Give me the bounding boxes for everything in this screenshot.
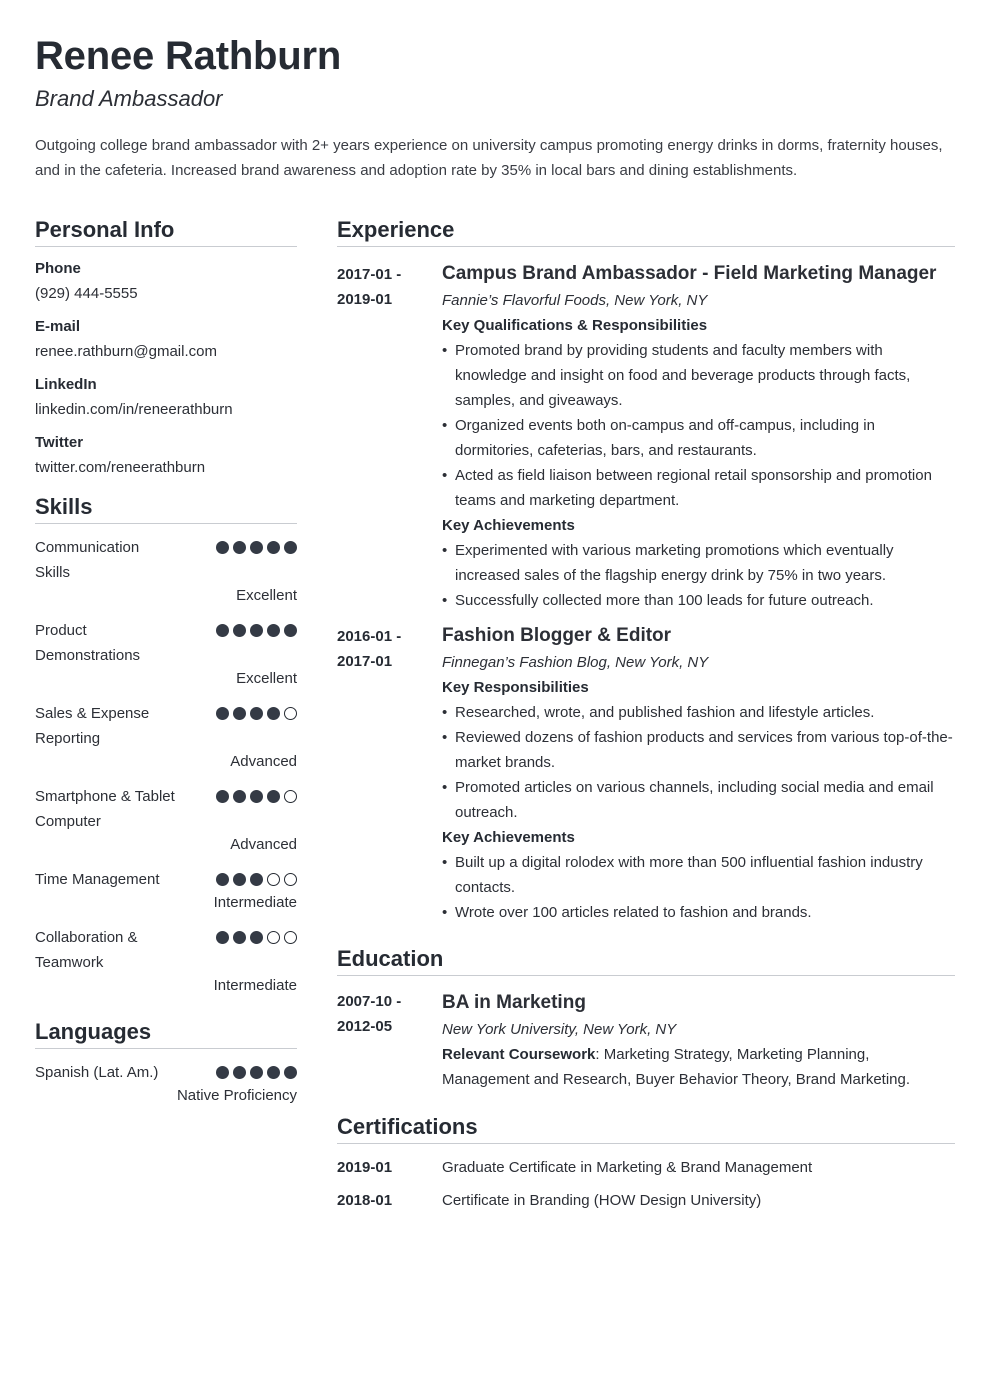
filled-dot-icon bbox=[267, 790, 280, 803]
empty-dot-icon bbox=[284, 707, 297, 720]
rating-dots bbox=[216, 624, 297, 637]
skill-item bbox=[35, 535, 297, 607]
skill-level: Intermediate bbox=[213, 894, 297, 911]
job-date-end: 2019-01 bbox=[337, 291, 393, 308]
skill-name: Collaboration & Teamwork bbox=[35, 929, 138, 971]
filled-dot-icon bbox=[250, 873, 263, 886]
job-dates bbox=[337, 622, 442, 925]
coursework-label: Relevant Coursework bbox=[442, 1046, 596, 1063]
education-dates bbox=[337, 989, 442, 1092]
skill-name: Communication Skills bbox=[35, 539, 140, 581]
certifications-heading: Certifications bbox=[337, 1114, 955, 1144]
achievements-heading: Key Achievements bbox=[442, 829, 575, 846]
filled-dot-icon bbox=[216, 707, 229, 720]
skill-level: Excellent bbox=[236, 670, 297, 687]
filled-dot-icon bbox=[216, 1066, 229, 1079]
languages-list bbox=[35, 1060, 297, 1107]
personal-info-list bbox=[35, 247, 297, 488]
job-organization: Fannie’s Flavorful Foods, New York, NY bbox=[442, 292, 708, 309]
filled-dot-icon bbox=[216, 790, 229, 803]
certification-name: Graduate Certificate in Marketing & Brand Management bbox=[442, 1159, 813, 1176]
left-column bbox=[35, 217, 297, 1107]
responsibilities-heading: Key Qualifications & Responsibilities bbox=[442, 317, 708, 334]
filled-dot-icon bbox=[216, 873, 229, 886]
skill-item bbox=[35, 784, 297, 856]
filled-dot-icon bbox=[233, 1066, 246, 1079]
experience-section bbox=[337, 217, 955, 925]
education-entry bbox=[337, 989, 955, 1092]
degree-title: BA in Marketing bbox=[442, 992, 586, 1013]
responsibility-item: • Promoted brand by providing students and faculty members with knowledge and insight on food and beverage products through facts, samples, and giveaways. bbox=[442, 338, 955, 413]
achievement-item: • Built up a digital rolodex with more than 500 influential fashion industry contacts. bbox=[442, 850, 955, 900]
filled-dot-icon bbox=[284, 541, 297, 554]
filled-dot-icon bbox=[267, 707, 280, 720]
twitter-label: Twitter bbox=[35, 434, 84, 451]
filled-dot-icon bbox=[284, 1066, 297, 1079]
skill-level: Advanced bbox=[230, 836, 297, 853]
responsibilities-list bbox=[442, 338, 955, 513]
rating-dots bbox=[216, 790, 297, 803]
skill-item bbox=[35, 925, 297, 997]
filled-dot-icon bbox=[216, 541, 229, 554]
rating-dots bbox=[216, 1066, 297, 1079]
education-section bbox=[337, 946, 955, 1092]
skill-item bbox=[35, 867, 297, 914]
job-role: Fashion Blogger & Editor bbox=[442, 625, 672, 646]
linkedin-value: linkedin.com/in/reneerathburn bbox=[35, 401, 233, 418]
email-label: E-mail bbox=[35, 318, 81, 335]
achievement-item: • Successfully collected more than 100 leads for future outreach. bbox=[442, 588, 955, 613]
filled-dot-icon bbox=[250, 790, 263, 803]
skill-level: Intermediate bbox=[213, 977, 297, 994]
filled-dot-icon bbox=[250, 1066, 263, 1079]
linkedin-label: LinkedIn bbox=[35, 376, 97, 393]
phone-label: Phone bbox=[35, 260, 81, 277]
skill-item bbox=[35, 618, 297, 690]
personal-info-section bbox=[35, 217, 297, 488]
experience-heading: Experience bbox=[337, 217, 955, 247]
certification-name: Certificate in Branding (HOW Design University) bbox=[442, 1192, 762, 1209]
job-date-start: 2016-01 - bbox=[337, 628, 402, 645]
skill-level: Advanced bbox=[230, 753, 297, 770]
achievement-item: • Experimented with various marketing promotions which eventually increased sales of the flagship energy drink by 75% in two years. bbox=[442, 538, 955, 588]
filled-dot-icon bbox=[267, 1066, 280, 1079]
skills-section bbox=[35, 494, 297, 997]
job-date-start: 2017-01 - bbox=[337, 266, 402, 283]
education-date-end: 2012-05 bbox=[337, 1018, 393, 1035]
languages-heading: Languages bbox=[35, 1019, 297, 1049]
education-body bbox=[442, 989, 955, 1092]
job-dates bbox=[337, 260, 442, 613]
empty-dot-icon bbox=[267, 931, 280, 944]
coursework-text: : Marketing Strategy, Marketing Planning, Management and Research, Buyer Behavior Theory, Brand Marketing. bbox=[442, 1046, 911, 1088]
filled-dot-icon bbox=[250, 707, 263, 720]
filled-dot-icon bbox=[284, 624, 297, 637]
school-name: New York University, New York, NY bbox=[442, 1021, 677, 1038]
filled-dot-icon bbox=[250, 541, 263, 554]
personal-info-heading: Personal Info bbox=[35, 217, 297, 247]
filled-dot-icon bbox=[267, 541, 280, 554]
responsibility-item: • Researched, wrote, and published fashion and lifestyle articles. bbox=[442, 700, 955, 725]
coursework bbox=[442, 1042, 955, 1092]
email-value: renee.rathburn@gmail.com bbox=[35, 343, 217, 360]
empty-dot-icon bbox=[284, 873, 297, 886]
skill-name: Smartphone & Tablet Computer bbox=[35, 788, 175, 830]
empty-dot-icon bbox=[284, 790, 297, 803]
achievements-heading: Key Achievements bbox=[442, 517, 575, 534]
skill-item bbox=[35, 701, 297, 773]
jobs-list bbox=[337, 260, 955, 925]
rating-dots bbox=[216, 541, 297, 554]
languages-section bbox=[35, 1019, 297, 1107]
achievement-item: • Wrote over 100 articles related to fashion and brands. bbox=[442, 900, 955, 925]
filled-dot-icon bbox=[267, 624, 280, 637]
responsibilities-list bbox=[442, 700, 955, 825]
language-level: Native Proficiency bbox=[176, 1087, 297, 1104]
rating-dots bbox=[216, 931, 297, 944]
empty-dot-icon bbox=[267, 873, 280, 886]
filled-dot-icon bbox=[233, 707, 246, 720]
skills-heading: Skills bbox=[35, 494, 297, 524]
filled-dot-icon bbox=[233, 790, 246, 803]
job-date-end: 2017-01 bbox=[337, 653, 393, 670]
skill-name: Product Demonstrations bbox=[35, 622, 141, 664]
certification-date: 2019-01 bbox=[337, 1159, 393, 1176]
certification-date: 2018-01 bbox=[337, 1192, 393, 1209]
responsibility-item: • Promoted articles on various channels, including social media and email outreach. bbox=[442, 775, 955, 825]
skill-level: Excellent bbox=[236, 587, 297, 604]
certifications-list bbox=[337, 1144, 955, 1213]
rating-dots bbox=[216, 873, 297, 886]
certification-row bbox=[337, 1188, 955, 1213]
education-heading: Education bbox=[337, 946, 955, 976]
responsibility-item: • Acted as field liaison between regional retail sponsorship and promotion teams and marketing department. bbox=[442, 463, 955, 513]
filled-dot-icon bbox=[216, 624, 229, 637]
skills-list bbox=[35, 535, 297, 997]
rating-dots bbox=[216, 707, 297, 720]
filled-dot-icon bbox=[233, 931, 246, 944]
candidate-name: Renee Rathburn bbox=[35, 34, 342, 78]
responsibility-item: • Reviewed dozens of fashion products and services from various top-of-the-market brands. bbox=[442, 725, 955, 775]
twitter-value: twitter.com/reneerathburn bbox=[35, 459, 206, 476]
language-item bbox=[35, 1060, 297, 1107]
summary-paragraph: Outgoing college brand ambassador with 2+ years experience on university campus promoting energy drinks in dorms, fraternity houses, and in the cafeteria. Increased brand awareness and adoption rate by 35% in local bars and dining establishments. bbox=[35, 137, 943, 179]
empty-dot-icon bbox=[284, 931, 297, 944]
skill-name: Time Management bbox=[35, 871, 160, 888]
responsibility-item: • Organized events both on-campus and off-campus, including in dormitories, cafeterias, bars, and restaurants. bbox=[442, 413, 955, 463]
achievements-list bbox=[442, 538, 955, 613]
certification-row bbox=[337, 1155, 955, 1180]
filled-dot-icon bbox=[233, 873, 246, 886]
filled-dot-icon bbox=[250, 624, 263, 637]
language-name: Spanish (Lat. Am.) bbox=[35, 1064, 159, 1081]
job-body bbox=[442, 622, 955, 925]
education-date-start: 2007-10 - bbox=[337, 993, 402, 1010]
candidate-title: Brand Ambassador bbox=[35, 86, 223, 111]
skill-name: Sales & Expense Reporting bbox=[35, 705, 150, 747]
certifications-section bbox=[337, 1114, 955, 1213]
right-column bbox=[337, 217, 955, 1213]
job-role: Campus Brand Ambassador - Field Marketing Manager bbox=[442, 263, 937, 284]
responsibilities-heading: Key Responsibilities bbox=[442, 679, 589, 696]
job-entry bbox=[337, 622, 955, 925]
filled-dot-icon bbox=[250, 931, 263, 944]
filled-dot-icon bbox=[233, 624, 246, 637]
filled-dot-icon bbox=[233, 541, 246, 554]
job-body bbox=[442, 260, 955, 613]
filled-dot-icon bbox=[216, 931, 229, 944]
phone-value: (929) 444-5555 bbox=[35, 285, 138, 302]
job-organization: Finnegan’s Fashion Blog, New York, NY bbox=[442, 654, 709, 671]
achievements-list bbox=[442, 850, 955, 925]
job-entry bbox=[337, 260, 955, 613]
